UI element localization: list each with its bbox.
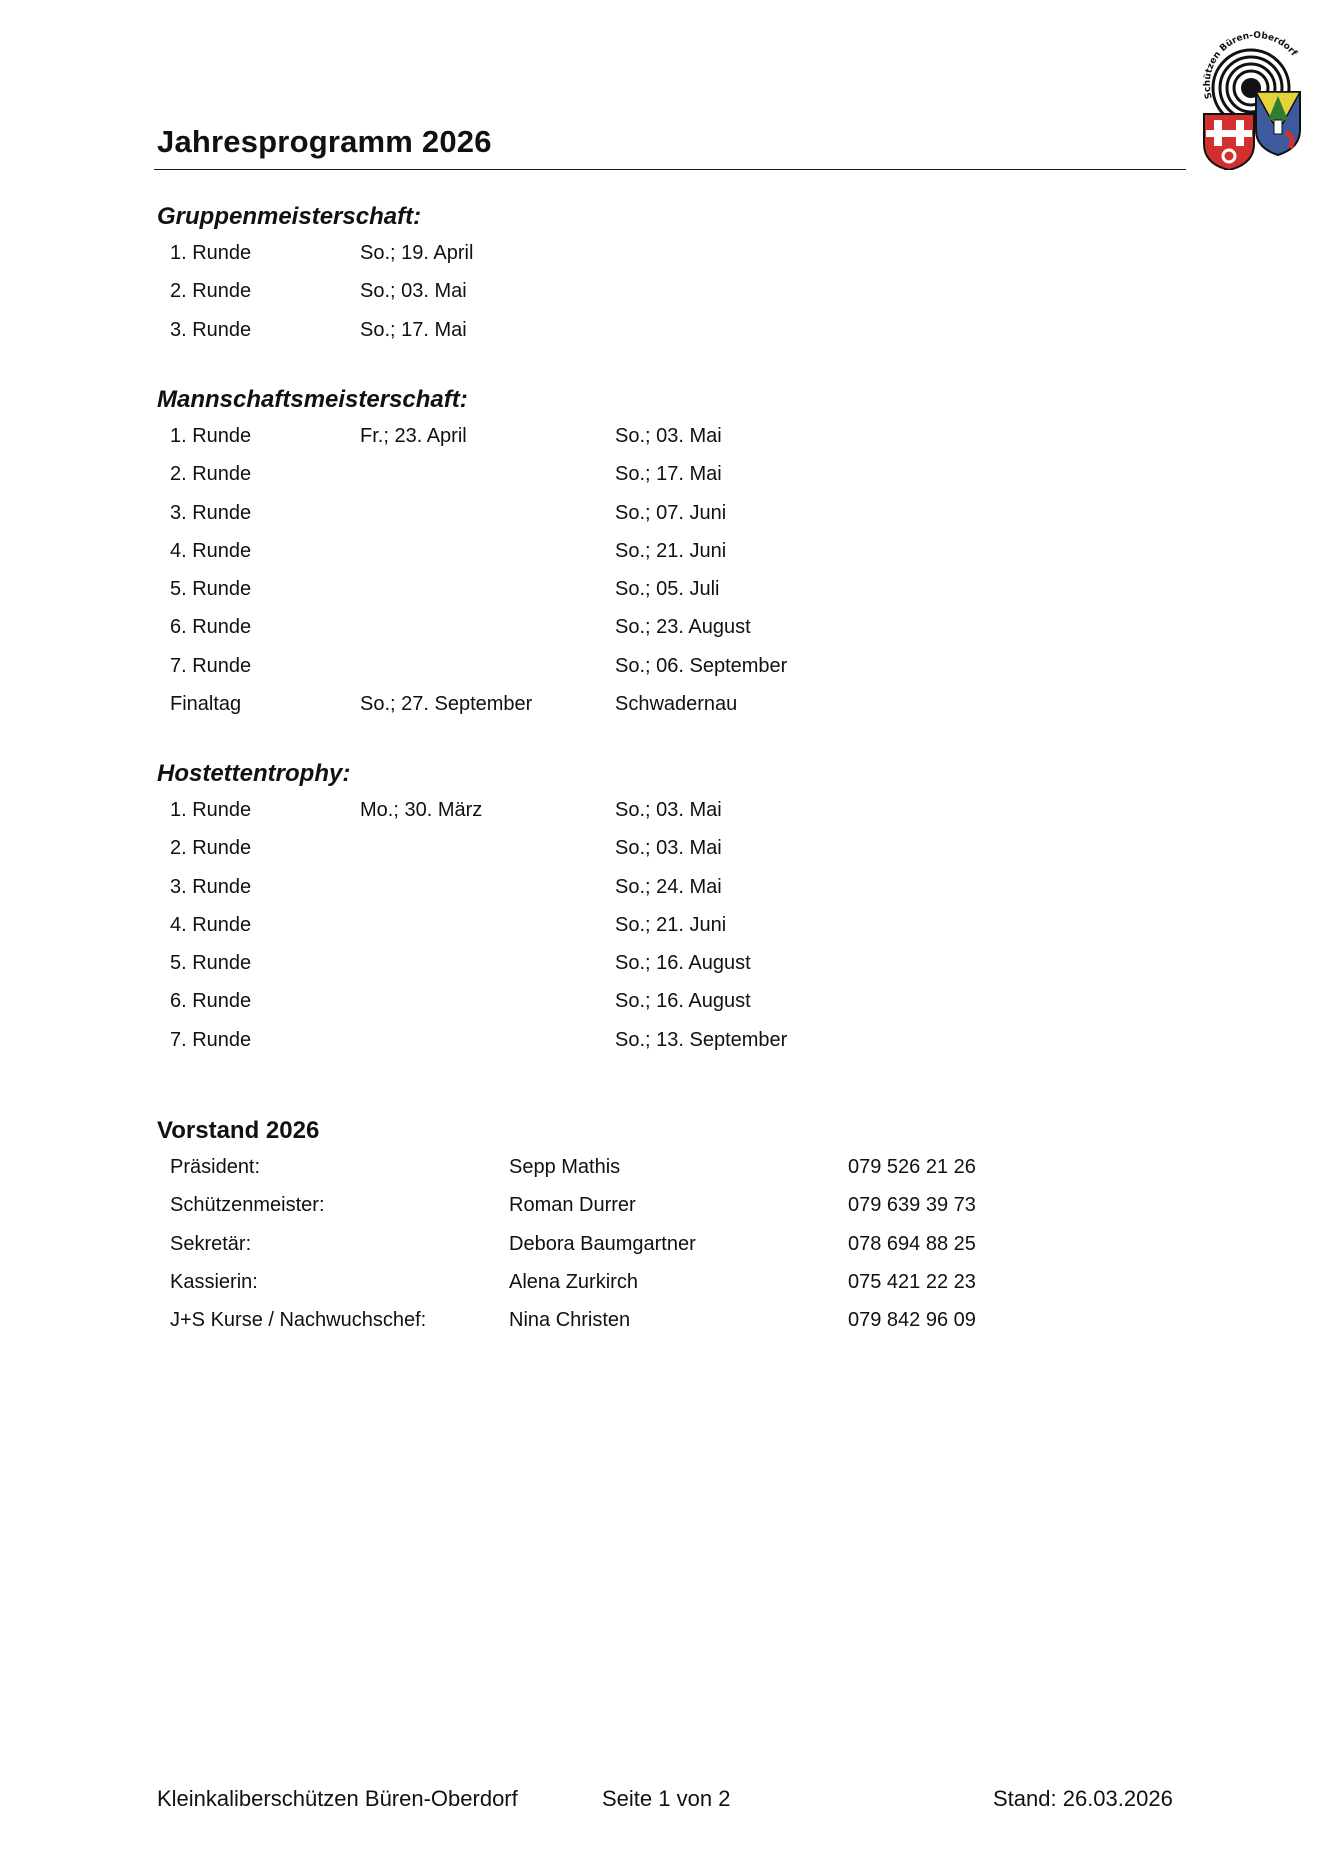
round-label: 1. Runde xyxy=(170,799,252,821)
round-label: Finaltag xyxy=(170,693,242,716)
round-label: 5. Runde xyxy=(170,952,252,975)
schedule-row xyxy=(170,272,467,310)
section-mannschaftsmeisterschaft xyxy=(157,383,788,723)
round-label: 2. Runde xyxy=(170,837,252,860)
board-phone: 078 694 88 25 xyxy=(848,1232,976,1255)
round-date-2: So.; 07. Juni xyxy=(615,501,727,524)
footer-page-number: Seite 1 von 2 xyxy=(602,1786,731,1811)
schedule-row xyxy=(170,685,738,723)
section-title: Hostettentrophy: xyxy=(157,760,351,787)
section-title: Mannschaftsmeisterschaft: xyxy=(157,386,468,413)
round-date-2: So.; 24. Mai xyxy=(615,875,722,898)
schedule-row xyxy=(170,494,727,532)
title-divider xyxy=(154,169,1186,170)
board-member-row xyxy=(170,1225,976,1263)
logo-arc-text: Schützen Büren-Oberdorf xyxy=(1202,30,1299,100)
round-date-2: So.; 03. Mai xyxy=(615,799,722,821)
round-label: 4. Runde xyxy=(170,913,252,936)
round-date-2: So.; 21. Juni xyxy=(615,539,727,562)
section-vorstand xyxy=(157,1114,976,1339)
board-name: Alena Zurkirch xyxy=(509,1270,638,1293)
round-label: 2. Runde xyxy=(170,463,252,486)
round-date: So.; 19. April xyxy=(360,242,474,264)
round-date-2: So.; 06. September xyxy=(615,654,788,677)
round-label: 2. Runde xyxy=(170,280,252,303)
round-label: 3. Runde xyxy=(170,875,252,898)
schedule-row xyxy=(170,829,722,867)
schedule-row xyxy=(170,417,722,455)
round-date-1: Mo.; 30. März xyxy=(360,799,483,821)
board-name: Roman Durrer xyxy=(509,1194,636,1217)
board-name: Nina Christen xyxy=(509,1309,631,1332)
round-date-2: So.; 03. Mai xyxy=(615,425,722,447)
schedule-row xyxy=(170,647,788,685)
round-label: 5. Runde xyxy=(170,578,252,601)
board-phone: 079 842 96 09 xyxy=(848,1309,976,1332)
round-date: So.; 17. Mai xyxy=(360,318,467,341)
board-member-row xyxy=(170,1301,976,1339)
bueren-coat-of-arms-icon xyxy=(1204,114,1254,170)
section-title: Gruppenmeisterschaft: xyxy=(157,203,422,230)
club-logo xyxy=(1196,20,1316,170)
round-date-2: So.; 21. Juni xyxy=(615,913,727,936)
board-name: Sepp Mathis xyxy=(509,1156,621,1178)
board-member-row xyxy=(170,1263,976,1301)
board-role: Kassierin: xyxy=(170,1270,258,1293)
board-member-row xyxy=(170,1148,976,1186)
schedule-row xyxy=(170,234,474,272)
round-date-1: Fr.; 23. April xyxy=(360,425,467,447)
oberdorf-coat-of-arms-icon xyxy=(1256,92,1300,155)
round-label: 1. Runde xyxy=(170,242,252,264)
round-location: Schwadernau xyxy=(615,693,738,716)
schedule-row xyxy=(170,570,720,608)
footer-date: Stand: 26.03.2026 xyxy=(993,1786,1173,1811)
round-date-2: So.; 23. August xyxy=(615,616,751,639)
footer-organization: Kleinkaliberschützen Büren-Oberdorf xyxy=(157,1786,518,1811)
section-hostettentrophy xyxy=(157,757,788,1059)
round-date-2: So.; 13. September xyxy=(615,1028,788,1051)
schedule-row xyxy=(170,532,727,570)
board-member-row xyxy=(170,1186,976,1224)
board-name: Debora Baumgartner xyxy=(509,1232,696,1255)
section-gruppenmeisterschaft xyxy=(157,200,474,349)
schedule-row xyxy=(170,868,722,906)
round-date: So.; 03. Mai xyxy=(360,280,467,303)
schedule-row xyxy=(170,311,467,349)
round-label: 7. Runde xyxy=(170,1028,252,1051)
page-title: Jahresprogramm 2026 xyxy=(157,124,492,159)
round-date-2: So.; 17. Mai xyxy=(615,463,722,486)
section-title: Vorstand 2026 xyxy=(157,1117,320,1144)
round-date-2: So.; 03. Mai xyxy=(615,837,722,860)
schedule-row xyxy=(170,982,751,1020)
round-label: 7. Runde xyxy=(170,654,252,677)
round-date-2: So.; 16. August xyxy=(615,952,751,975)
schedule-row xyxy=(170,944,751,982)
schedule-row xyxy=(170,791,722,829)
round-date-1: So.; 27. September xyxy=(360,693,533,716)
board-phone: 075 421 22 23 xyxy=(848,1270,976,1293)
board-phone: 079 526 21 26 xyxy=(848,1156,976,1178)
round-label: 3. Runde xyxy=(170,501,252,524)
round-label: 6. Runde xyxy=(170,616,252,639)
round-label: 6. Runde xyxy=(170,990,252,1013)
board-role: Sekretär: xyxy=(170,1232,252,1255)
round-label: 4. Runde xyxy=(170,539,252,562)
board-role: J+S Kurse / Nachwuchschef: xyxy=(170,1309,427,1332)
schedule-row xyxy=(170,455,722,493)
schedule-row xyxy=(170,906,727,944)
round-date-2: So.; 05. Juli xyxy=(615,578,720,601)
round-date-2: So.; 16. August xyxy=(615,990,751,1013)
schedule-row xyxy=(170,1021,788,1059)
board-role: Präsident: xyxy=(170,1156,261,1178)
round-label: 3. Runde xyxy=(170,318,252,341)
round-label: 1. Runde xyxy=(170,425,252,447)
board-role: Schützenmeister: xyxy=(170,1194,325,1217)
schedule-row xyxy=(170,608,751,646)
board-phone: 079 639 39 73 xyxy=(848,1194,976,1217)
